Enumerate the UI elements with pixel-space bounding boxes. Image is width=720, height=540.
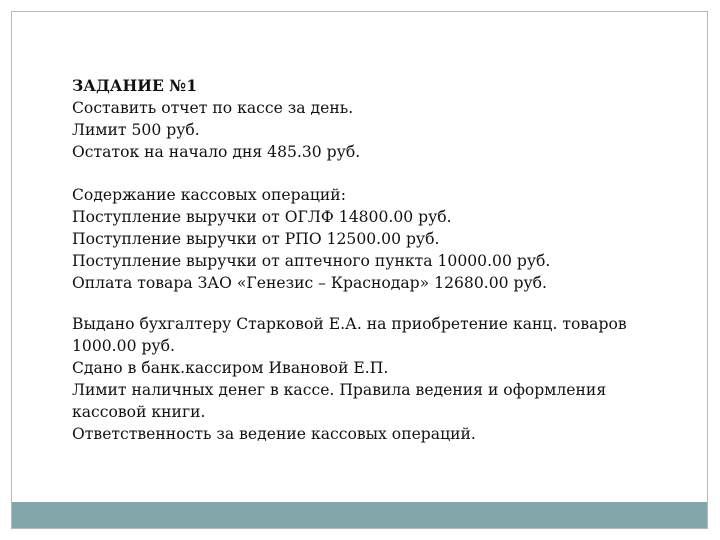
operation-item: Поступление выручки от аптечного пункта 10000.00 руб. [72, 252, 551, 270]
intro-line-limit: Лимит 500 руб. [72, 121, 200, 139]
operation-item: Оплата товара ЗАО «Генезис – Краснодар» 12680.00 руб. [72, 274, 548, 292]
task-title: ЗАДАНИЕ №1 [72, 76, 198, 95]
intro-line-opening-balance: Остаток на начало дня 485.30 руб. [72, 143, 361, 161]
detail-line: 1000.00 руб. [72, 337, 175, 355]
detail-line: Выдано бухгалтеру Старковой Е.А. на приобретение канц. товаров [72, 315, 627, 333]
detail-line: Сдано в банк.кассиром Ивановой Е.П. [72, 359, 389, 377]
operations-heading: Содержание кассовых операций: [72, 186, 346, 204]
detail-line: Ответственность за ведение кассовых операций. [72, 425, 476, 443]
spacer [72, 294, 692, 313]
footer-bar [12, 502, 707, 528]
detail-line: кассовой книги. [72, 403, 206, 421]
operation-item: Поступление выручки от ОГЛФ 14800.00 руб. [72, 208, 452, 226]
detail-line: Лимит наличных денег в кассе. Правила ведения и оформления [72, 381, 607, 399]
operation-item: Поступление выручки от РПО 12500.00 руб. [72, 230, 440, 248]
slide-content [72, 75, 692, 445]
intro-line-task: Составить отчет по кассе за день. [72, 99, 354, 117]
spacer [72, 163, 692, 184]
